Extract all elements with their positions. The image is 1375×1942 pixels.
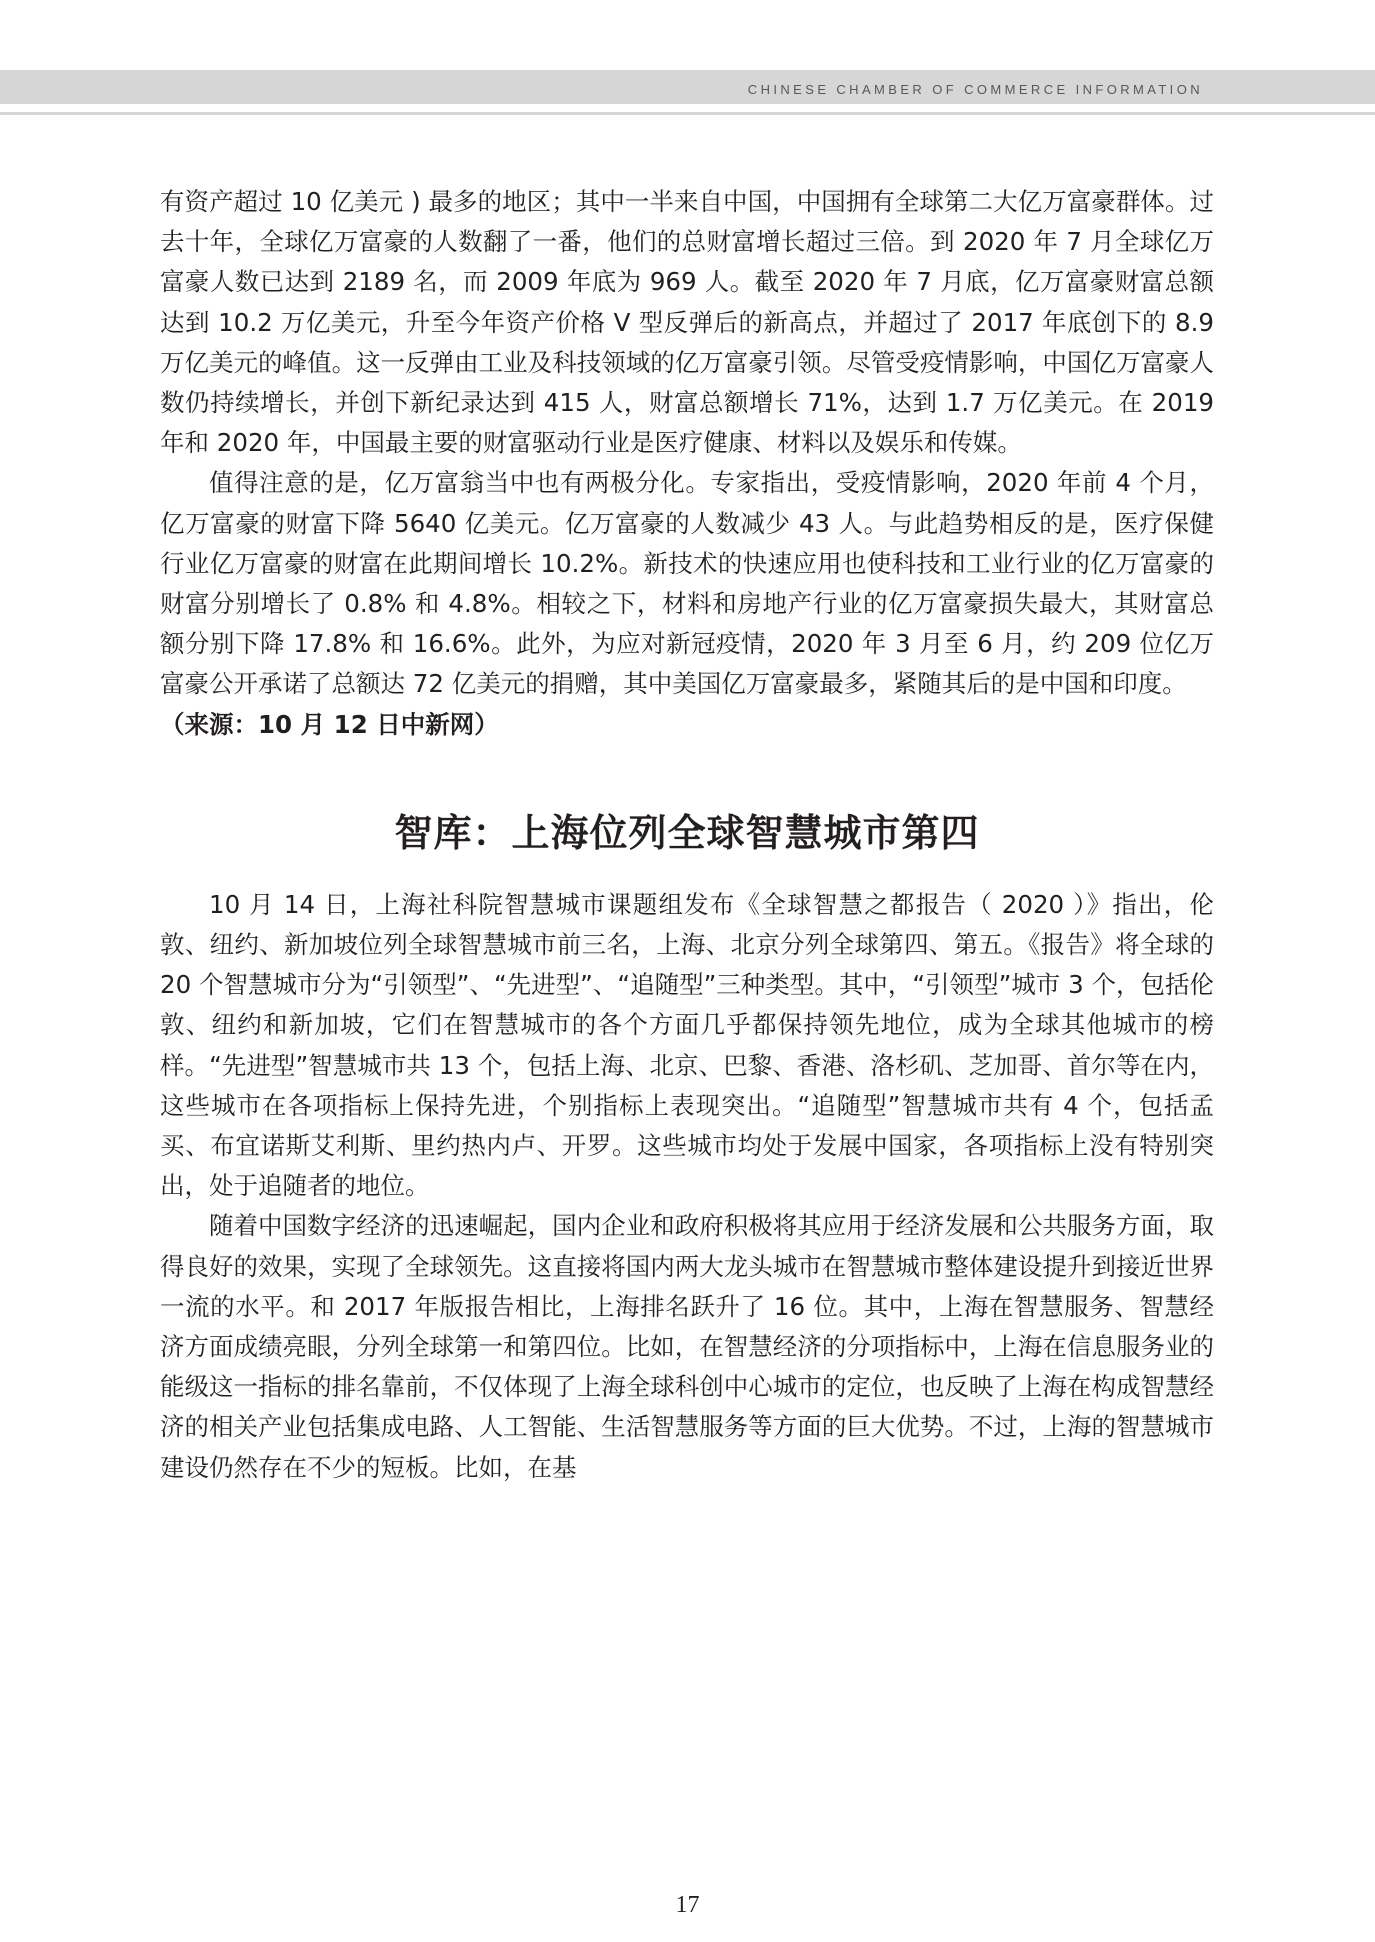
page-content (160, 182, 1214, 1488)
running-header: CHINESE CHAMBER OF COMMERCE INFORMATION (747, 82, 1203, 97)
article2-paragraph: 随着中国数字经济的迅速崛起，国内企业和政府积极将其应用于经济发展和公共服务方面，取得良好的效果，实现了全球领先。这直接将国内两大龙头城市在智慧城市整体建设提升到接近世界一流的水平。和 2017 年版报告相比，上海排名跃升了 16 位。其中，上海在智慧服务、智慧经济方面成绩亮眼，分列全球第一和第四位。比如，在智慧经济的分项指标中，上海在信息服务业的能级这一指标的排名靠前，不仅体现了上海全球科创中心城市的定位，也反映了上海在构成智慧经济的相关产业包括集成电路、人工智能、生活智慧服务等方面的巨大优势。不过，上海的智慧城市建设仍然存在不少的短板。比如，在基 (160, 1211, 1214, 1482)
article1-paragraph-continued: 有资产超过 10 亿美元 ) 最多的地区；其中一半来自中国，中国拥有全球第二大亿万富豪群体。过去十年，全球亿万富豪的人数翻了一番，他们的总财富增长超过三倍。到 2020 年 7 月全球亿万富豪人数已达到 2189 名，而 2009 年底为 969 人。截至 2020 年 7 月底，亿万富豪财富总额达到 10.2 万亿美元，升至今年资产价格 V 型反弹后的新高点，并超过了 2017 年底创下的 8.9 万亿美元的峰值。这一反弹由工业及科技领域的亿万富豪引领。尽管受疫情影响，中国亿万富豪人数仍持续增长，并创下新纪录达到 415 人，财富总额增长 71%，达到 1.7 万亿美元。在 2019 年和 2020 年，中国最主要的财富驱动行业是医疗健康、材料以及娱乐和传媒。 (160, 187, 1214, 458)
article1-paragraph: 值得注意的是，亿万富翁当中也有两极分化。专家指出，受疫情影响，2020 年前 4 个月，亿万富豪的财富下降 5640 亿美元。亿万富豪的人数减少 43 人。与此趋势相反的是，医疗保健行业亿万富豪的财富在此期间增长 10.2%。新技术的快速应用也使科技和工业行业的亿万富豪的财富分别增长了 0.8% 和 4.8%。相较之下，材料和房地产行业的亿万富豪损失最大，其财富总额分别下降 17.8% 和 16.6%。此外，为应对新冠疫情，2020 年 3 月至 6 月，约 209 位亿万富豪公开承诺了总额达 72 亿美元的捐赠，其中美国亿万富豪最多，紧随其后的是中国和印度。 (160, 468, 1214, 699)
page-number: 17 (675, 1892, 700, 1918)
article2-title: 智库：上海位列全球智慧城市第四 (394, 810, 980, 855)
article1-source: （来源：10 月 12 日中新网） (160, 709, 499, 739)
article2-paragraph: 10 月 14 日，上海社科院智慧城市课题组发布《全球智慧之都报告（ 2020 ）》指出，伦敦、纽约、新加坡位列全球智慧城市前三名，上海、北京分列全球第四、第五。《报告》将全球的 20 个智慧城市分为“引领型”、“先进型”、“追随型”三种类型。其中，“引领型”城市 3 个，包括伦敦、纽约和新加坡，它们在智慧城市的各个方面几乎都保持领先地位，成为全球其他城市的榜样。“先进型”智慧城市共 13 个，包括上海、北京、巴黎、香港、洛杉矶、芝加哥、首尔等在内，这些城市在各项指标上保持先进，个别指标上表现突出。“追随型”智慧城市共有 4 个，包括孟买、布宜诺斯艾利斯、里约热内卢、开罗。这些城市均处于发展中国家，各项指标上没有特别突出，处于追随者的地位。 (160, 889, 1214, 1201)
header-rule (0, 112, 1375, 115)
